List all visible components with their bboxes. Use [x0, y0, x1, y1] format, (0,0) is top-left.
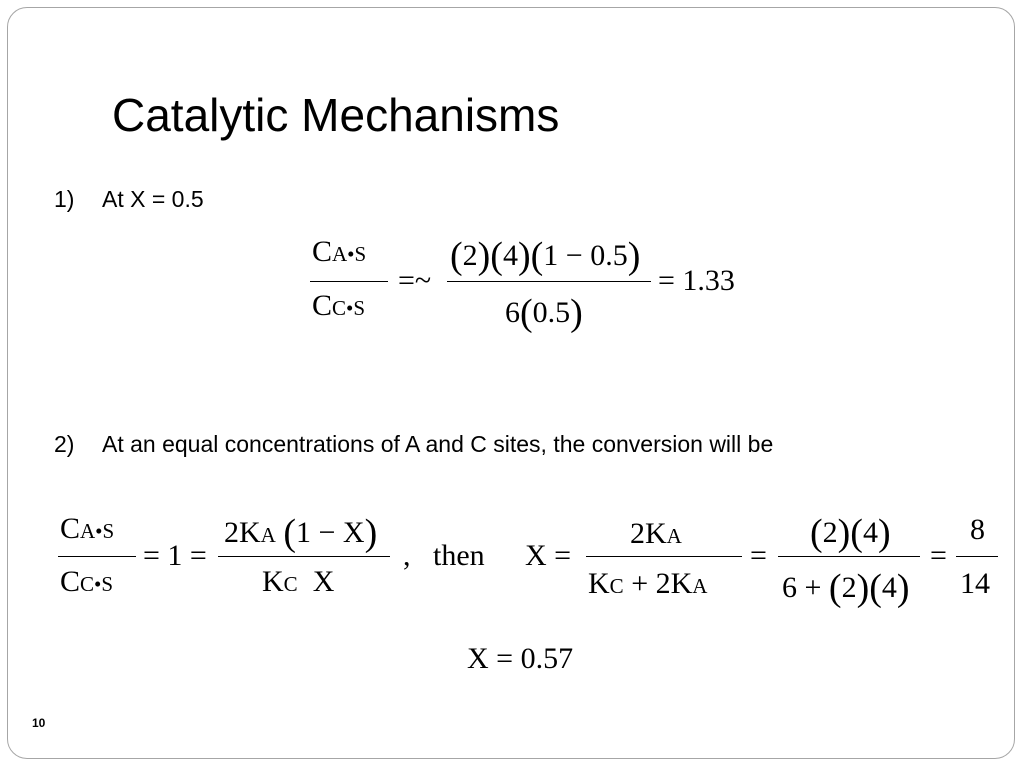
eq2-equals-3: =	[930, 539, 947, 572]
eq2-frac2-bar	[586, 556, 742, 557]
eq1-result: = 1.33	[658, 264, 735, 297]
eq2-frac1-bar	[218, 556, 390, 557]
equation-3: X = 0.57	[467, 642, 574, 675]
eq1-rhs-denominator: 6(0.5)	[505, 292, 583, 334]
eq2-comma: ,	[403, 539, 411, 572]
item-text: At an equal concentrations of A and C sites, the conversion will be	[102, 431, 774, 457]
eq2-frac1-numerator: 2KA (1 − X)	[224, 512, 378, 554]
item-text: At X = 0.5	[102, 186, 204, 212]
page-number: 10	[32, 716, 46, 730]
eq1-rhs-numerator: (2)(4)(1 − 0.5)	[450, 235, 641, 277]
eq2-lhs-fraction-bar	[58, 556, 136, 557]
slide-title: Catalytic Mechanisms	[112, 89, 560, 141]
eq1-lhs-fraction-bar	[310, 281, 388, 282]
eq2-frac4-bar	[956, 556, 998, 557]
eq1-rhs-fraction-bar	[447, 281, 651, 282]
eq1-approx: =~	[398, 264, 432, 297]
eq2-frac1-denominator: KC X	[262, 565, 335, 598]
eq2-x-equals: X =	[525, 539, 572, 572]
eq2-equals-2: =	[750, 539, 767, 572]
eq2-frac3-denominator: 6 + (2)(4)	[782, 567, 910, 609]
eq1-lhs-denominator: CC•S	[312, 289, 366, 322]
item-number: 2)	[54, 431, 75, 457]
eq2-frac2-denominator: KC + 2KA	[588, 567, 708, 600]
eq2-frac3-bar	[778, 556, 920, 557]
eq2-equals-one: = 1 =	[143, 539, 207, 572]
eq2-lhs-denominator: CC•S	[60, 565, 114, 598]
eq1-lhs-numerator: CA•S	[312, 235, 367, 268]
eq2-then: then	[433, 539, 485, 572]
item-number: 1)	[54, 186, 75, 212]
eq2-frac3-numerator: (2)(4)	[810, 512, 891, 554]
eq2-lhs-numerator: CA•S	[60, 512, 115, 545]
eq2-frac4-numerator: 8	[970, 513, 985, 546]
eq2-frac2-numerator: 2KA	[630, 517, 682, 550]
eq2-frac4-denominator: 14	[960, 567, 990, 600]
